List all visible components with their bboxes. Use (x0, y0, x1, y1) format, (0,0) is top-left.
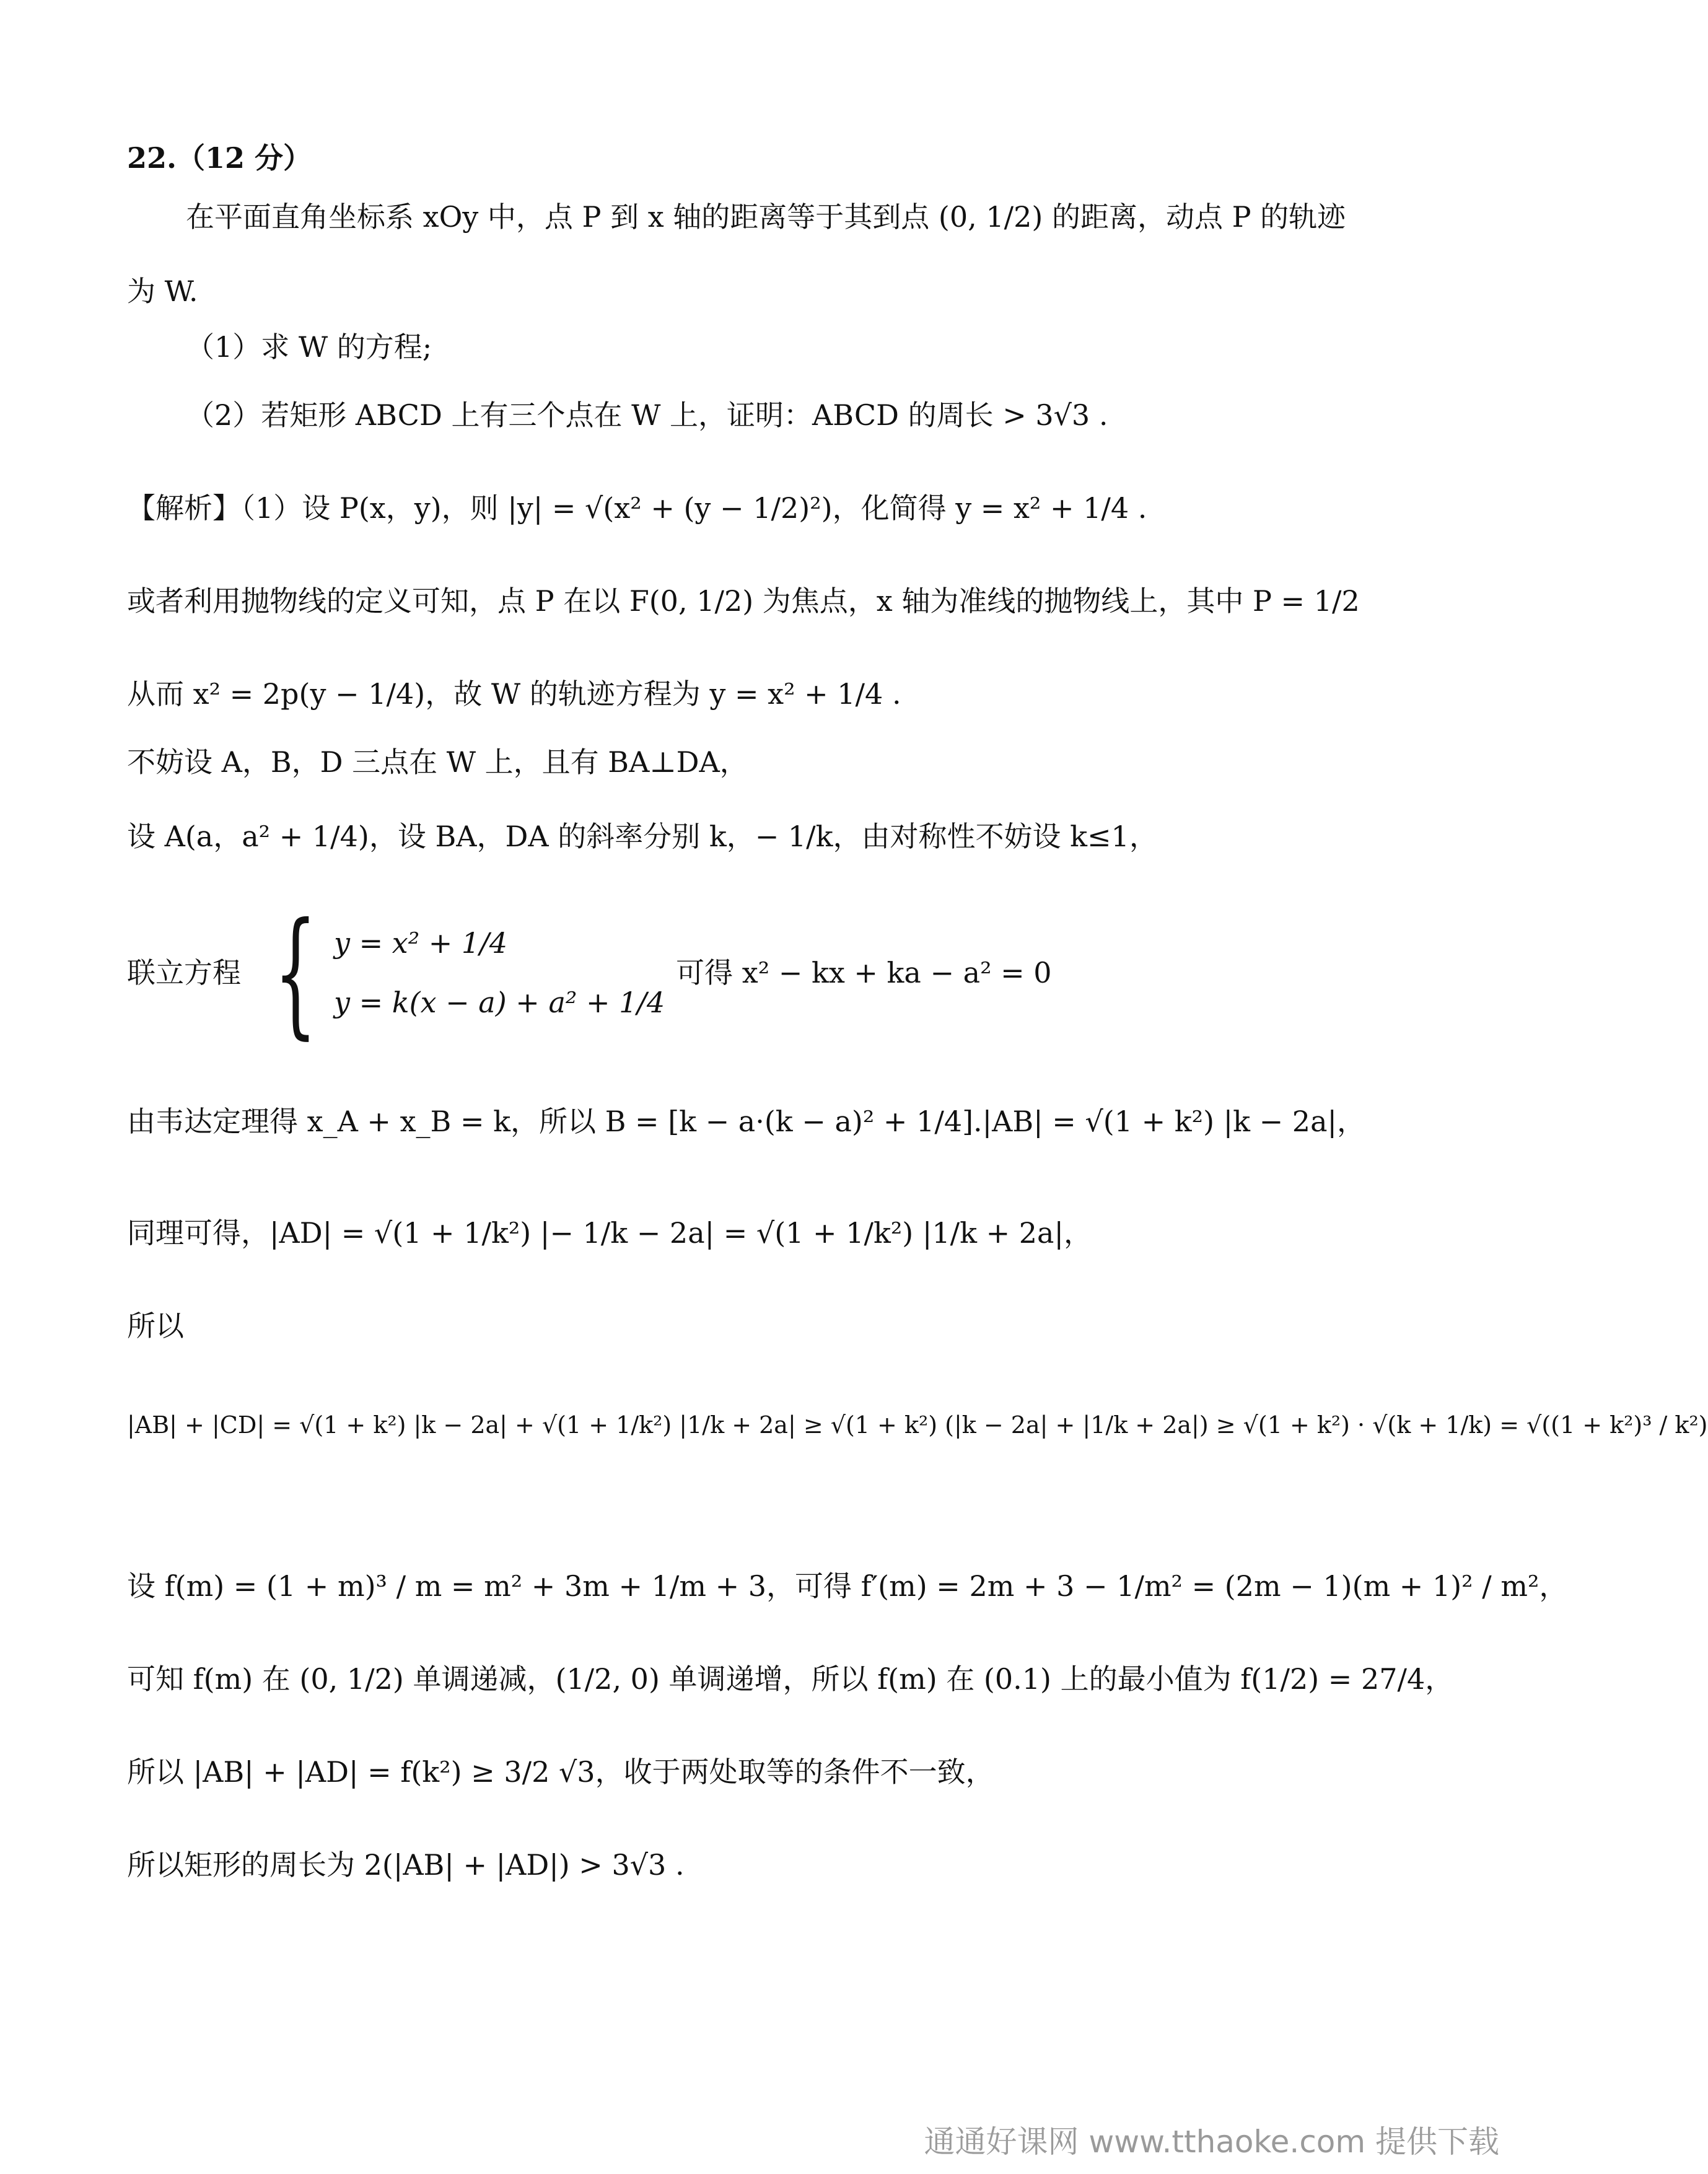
solution-line-7: 同理可得，|AD| = √(1 + 1/k²) |− 1/k − 2a| = √(1 + 1/k²) |1/k + 2a|， (127, 1216, 1092, 1250)
solution-line-8: 所以 (127, 1309, 184, 1343)
question-2: （2）若矩形 ABCD 上有三个点在 W 上，证明：ABCD 的周长 > 3√3 . (186, 398, 1108, 432)
solution-line-4: 不妨设 A，B，D 三点在 W 上，且有 BA⊥DA， (127, 745, 748, 779)
watermark-footer: 通通好课网 www.tthaoke.com 提供下载 (924, 2124, 1499, 2160)
solution-line-13: 所以矩形的周长为 2(|AB| + |AD|) > 3√3 . (127, 1848, 685, 1882)
solution-line-11: 可知 f(m) 在 (0, 1/2) 单调递减，(1/2, 0) 单调递增，所以 f(m) 在 (0.1) 上的最小值为 f(1/2) = 27/4， (127, 1662, 1454, 1696)
question-1: （1）求 W 的方程; (186, 330, 432, 364)
solution-line-2: 或者利用抛物线的定义可知，点 P 在以 F(0, 1/2) 为焦点，x 轴为准线的抛物线上，其中 P = 1/2 (127, 584, 1360, 618)
solution-line-10: 设 f(m) = (1 + m)³ / m = m² + 3m + 1/m + 3，可得 f′(m) = 2m + 3 − 1/m² = (2m − 1)(m + 1)² / m²， (127, 1569, 1568, 1603)
solution-line-12: 所以 |AB| + |AD| = f(k²) ≥ 3/2 √3，收于两处取等的条件不一致， (127, 1755, 994, 1789)
system-brace-group (252, 893, 665, 1052)
system-result: 可得 x² − kx + ka − a² = 0 (676, 956, 1052, 989)
problem-number: 22.（12 分） (127, 141, 312, 175)
problem-stem-line2: 为 W. (127, 274, 198, 308)
system-eq-1: y = x² + 1/4 (333, 926, 507, 960)
problem-stem-line1: 在平面直角坐标系 xOy 中，点 P 到 x 轴的距离等于其到点 (0, 1/2) 的距离，动点 P 的轨迹 (186, 200, 1346, 234)
system-eq-2: y = k(x − a) + a² + 1/4 (333, 986, 665, 1019)
solution-line-9: |AB| + |CD| = √(1 + k²) |k − 2a| + √(1 + 1/k²) |1/k + 2a| ≥ √(1 + k²) (|k − 2a| + |1/k + 2a|) ≥ √(1 + k²) · √(k + 1/k) = √((1 + k²)³ / k²) (127, 1411, 1708, 1439)
system-rows (334, 924, 665, 1021)
solution-line-3: 从而 x² = 2p(y − 1/4)，故 W 的轨迹方程为 y = x² + 1/4 . (127, 677, 901, 711)
solution-line-5: 设 A(a，a² + 1/4)，设 BA，DA 的斜率分别 k，− 1/k，由对称性不妨设 k≤1， (127, 820, 1158, 853)
equation-system (127, 892, 1443, 1053)
system-label: 联立方程 (127, 956, 241, 989)
solution-line-6: 由韦达定理得 x_A + x_B = k，所以 B = [k − a·(k − a)² + 1/4].|AB| = √(1 + k²) |k − 2a|， (127, 1105, 1366, 1138)
solution-line-1: 【解析】（1）设 P(x，y)，则 |y| = √(x² + (y − 1/2)²)，化简得 y = x² + 1/4 . (127, 491, 1147, 525)
left-brace: { (273, 893, 317, 1052)
